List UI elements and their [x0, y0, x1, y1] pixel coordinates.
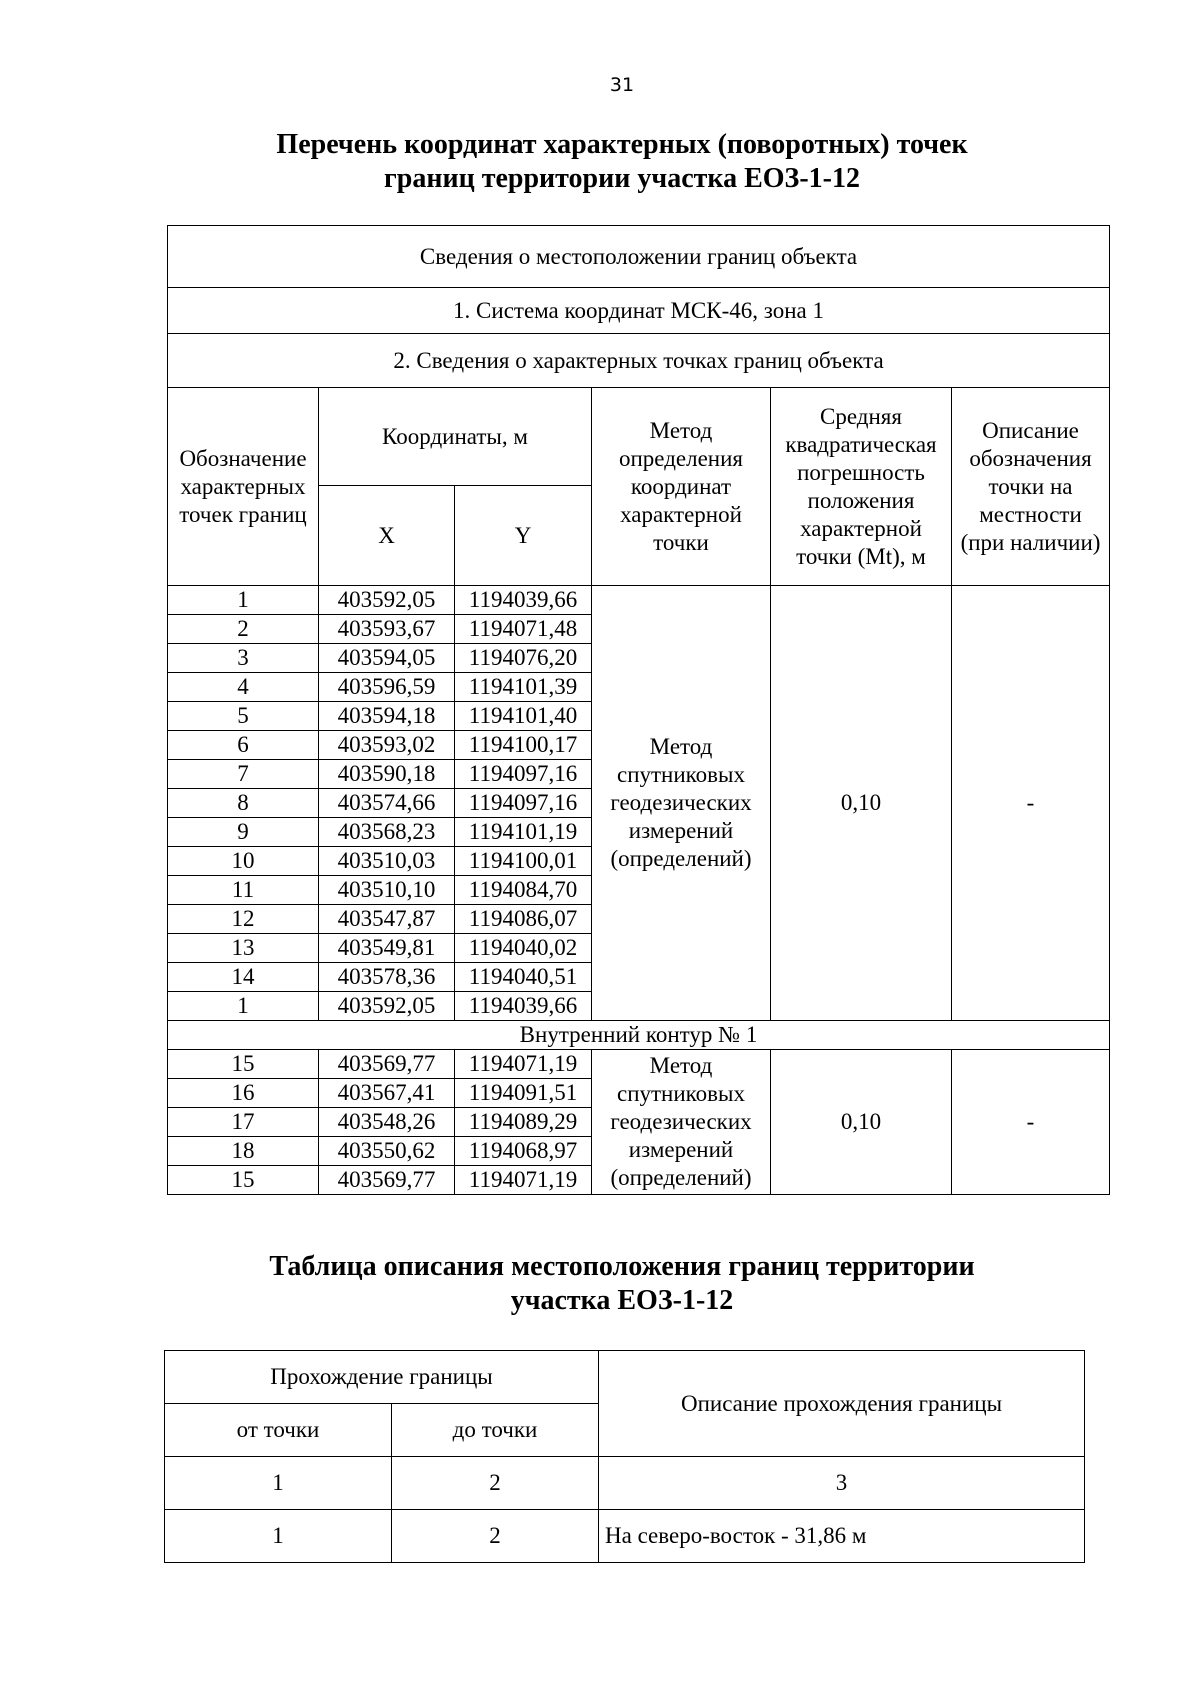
col-passage-description-header: Описание прохождения границы: [599, 1351, 1085, 1457]
col-y-header: Y: [455, 486, 592, 586]
error-cell: 0,10: [771, 586, 952, 1021]
points-title: 2. Сведения о характерных точках границ объекта: [168, 334, 1110, 388]
point-number: 15: [168, 1166, 319, 1195]
table-row: [168, 586, 1110, 615]
passage-description: На северо-восток - 31,86 м: [599, 1510, 1085, 1563]
point-number: 13: [168, 934, 319, 963]
method-cell: Метод спутниковых геодезических измерений (определений): [592, 1050, 771, 1195]
col-x-header: X: [319, 486, 455, 586]
point-number: 16: [168, 1079, 319, 1108]
coord-x: 403596,59: [319, 673, 455, 702]
coord-x: 403510,10: [319, 876, 455, 905]
col-method-header: Метод определения координат характерной точки: [592, 388, 771, 586]
coord-y: 1194040,51: [455, 963, 592, 992]
point-number: 1: [168, 992, 319, 1021]
numbering-cell: 2: [392, 1457, 599, 1510]
col-designation-header: Обозначение характерных точек границ: [168, 388, 319, 586]
coord-y: 1194097,16: [455, 789, 592, 818]
coord-x: 403569,77: [319, 1050, 455, 1079]
coord-x: 403592,05: [319, 586, 455, 615]
coordinate-system: 1. Система координат МСК-46, зона 1: [168, 288, 1110, 334]
numbering-cell: 1: [165, 1457, 392, 1510]
coord-x: 403574,66: [319, 789, 455, 818]
description-cell: -: [952, 1050, 1110, 1195]
coord-y: 1194040,02: [455, 934, 592, 963]
point-number: 2: [168, 615, 319, 644]
coord-x: 403578,36: [319, 963, 455, 992]
to-point: 2: [392, 1510, 599, 1563]
point-number: 11: [168, 876, 319, 905]
col-passage-header: Прохождение границы: [165, 1351, 599, 1404]
coord-x: 403594,05: [319, 644, 455, 673]
col-error-header: Средняя квадратическая погрешность положения характерной точки (Mt), м: [771, 388, 952, 586]
coord-x: 403550,62: [319, 1137, 455, 1166]
coord-y: 1194101,39: [455, 673, 592, 702]
coords-title-line2: границ территории участка ЕОЗ-1-12: [384, 163, 860, 194]
coord-x: 403592,05: [319, 992, 455, 1021]
coord-x: 403548,26: [319, 1108, 455, 1137]
point-number: 10: [168, 847, 319, 876]
coord-y: 1194039,66: [455, 992, 592, 1021]
coord-y: 1194084,70: [455, 876, 592, 905]
coord-y: 1194089,29: [455, 1108, 592, 1137]
point-number: 9: [168, 818, 319, 847]
point-number: 7: [168, 760, 319, 789]
coord-x: 403569,77: [319, 1166, 455, 1195]
coord-y: 1194091,51: [455, 1079, 592, 1108]
point-number: 12: [168, 905, 319, 934]
col-from-header: от точки: [165, 1404, 392, 1457]
coords-title-line1: Перечень координат характерных (поворотных) точек: [276, 129, 968, 160]
coords-title: [0, 128, 1200, 196]
table-row: [165, 1510, 1085, 1563]
coord-x: 403594,18: [319, 702, 455, 731]
section-title: Сведения о местоположении границ объекта: [168, 226, 1110, 288]
coord-x: 403510,03: [319, 847, 455, 876]
coord-x: 403568,23: [319, 818, 455, 847]
coord-y: 1194076,20: [455, 644, 592, 673]
point-number: 17: [168, 1108, 319, 1137]
coord-y: 1194097,16: [455, 760, 592, 789]
boundary-description-table: [164, 1350, 1085, 1563]
point-number: 6: [168, 731, 319, 760]
coord-y: 1194068,97: [455, 1137, 592, 1166]
point-number: 3: [168, 644, 319, 673]
coord-y: 1194101,19: [455, 818, 592, 847]
coord-x: 403593,02: [319, 731, 455, 760]
coordinates-table: [167, 225, 1110, 1195]
point-number: 1: [168, 586, 319, 615]
from-point: 1: [165, 1510, 392, 1563]
coord-y: 1194071,19: [455, 1050, 592, 1079]
coord-x: 403593,67: [319, 615, 455, 644]
point-number: 4: [168, 673, 319, 702]
point-number: 18: [168, 1137, 319, 1166]
point-number: 14: [168, 963, 319, 992]
numbering-cell: 3: [599, 1457, 1085, 1510]
coord-x: 403549,81: [319, 934, 455, 963]
coord-y: 1194071,19: [455, 1166, 592, 1195]
table-row: [168, 1050, 1110, 1079]
point-number: 15: [168, 1050, 319, 1079]
page-number: 31: [609, 74, 635, 96]
point-number: 8: [168, 789, 319, 818]
coord-y: 1194101,40: [455, 702, 592, 731]
description-cell: -: [952, 586, 1110, 1021]
col-description-header: Описание обозначения точки на местности (при наличии): [952, 388, 1110, 586]
contour-title: Внутренний контур № 1: [168, 1021, 1110, 1050]
desc-title: [0, 1250, 1200, 1318]
error-cell: 0,10: [771, 1050, 952, 1195]
method-cell: Метод спутниковых геодезических измерений (определений): [592, 586, 771, 1021]
col-to-header: до точки: [392, 1404, 599, 1457]
col-coords-header: Координаты, м: [319, 388, 592, 486]
point-number: 5: [168, 702, 319, 731]
coord-y: 1194100,17: [455, 731, 592, 760]
desc-title-line2: участка ЕОЗ-1-12: [510, 1285, 734, 1316]
coord-y: 1194071,48: [455, 615, 592, 644]
coord-x: 403590,18: [319, 760, 455, 789]
coord-x: 403567,41: [319, 1079, 455, 1108]
coord-x: 403547,87: [319, 905, 455, 934]
coord-y: 1194039,66: [455, 586, 592, 615]
coord-y: 1194100,01: [455, 847, 592, 876]
coord-y: 1194086,07: [455, 905, 592, 934]
desc-title-line1: Таблица описания местоположения границ территории: [269, 1251, 975, 1282]
